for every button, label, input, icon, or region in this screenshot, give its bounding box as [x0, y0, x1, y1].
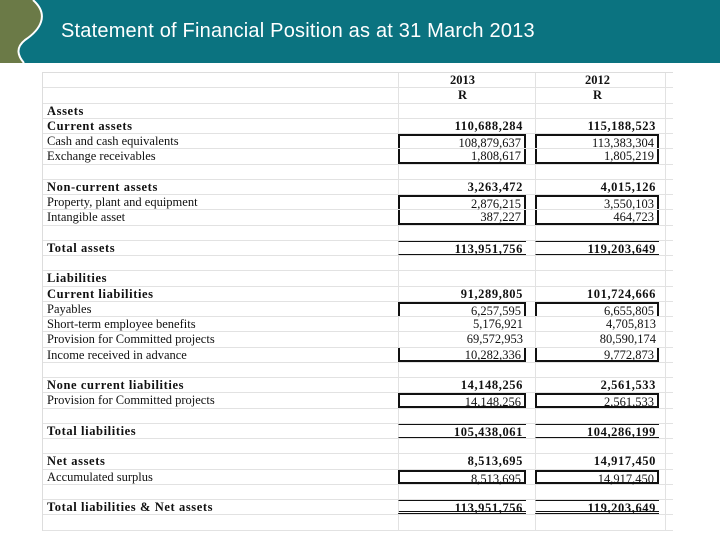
row-label	[47, 256, 372, 270]
table-row	[43, 73, 673, 88]
table-row	[43, 226, 673, 241]
row-label: Cash and cash equivalents	[47, 134, 179, 148]
value-2013: 14,148,256	[398, 393, 526, 407]
value-2012: 119,203,649	[535, 241, 659, 255]
value-2013: 5,176,921	[398, 317, 526, 331]
value-2012: 104,286,199	[535, 424, 659, 438]
row-label: Total assets	[47, 240, 116, 255]
value-2013: 387,227	[398, 210, 526, 224]
value-2012	[535, 409, 659, 423]
table-row	[43, 332, 673, 347]
row-label	[47, 73, 372, 87]
row-label: Current assets	[47, 118, 133, 133]
row-label: Net assets	[47, 454, 106, 469]
table-row	[43, 104, 673, 119]
value-2013: 2013	[398, 73, 526, 87]
value-2012: 14,917,450	[535, 470, 659, 484]
value-2013: 3,263,472	[398, 180, 526, 194]
value-2013	[398, 271, 526, 285]
value-2013	[398, 104, 526, 118]
row-label: Total liabilities	[47, 423, 137, 438]
table-row	[43, 393, 673, 408]
table-row	[43, 317, 673, 332]
value-2012: 2012	[535, 73, 659, 87]
row-label	[47, 88, 372, 102]
table-row	[43, 195, 673, 210]
slide-title: Statement of Financial Position as at 31 March 2013	[61, 20, 535, 42]
value-2013	[398, 515, 526, 529]
value-2013: 14,148,256	[398, 378, 526, 392]
table-row	[43, 439, 673, 454]
value-2013: 1,808,617	[398, 149, 526, 163]
value-2012	[535, 165, 659, 179]
table-row	[43, 424, 673, 439]
table-row	[43, 378, 673, 393]
table-row	[43, 210, 673, 225]
table-row	[43, 149, 673, 164]
row-label: Liabilities	[47, 271, 108, 286]
value-2012: 6,655,805	[535, 302, 659, 316]
value-2013: 8,513,695	[398, 454, 526, 468]
value-2012: 464,723	[535, 210, 659, 224]
value-2012: R	[535, 88, 659, 102]
value-2012	[535, 271, 659, 285]
value-2012: 1,805,219	[535, 149, 659, 163]
value-2013: 2,876,215	[398, 195, 526, 209]
decorative-wave-icon	[0, 0, 60, 63]
row-label	[47, 409, 372, 423]
value-2013	[398, 165, 526, 179]
value-2013: 113,951,756	[398, 241, 526, 255]
table-row	[43, 454, 673, 469]
table-row	[43, 134, 673, 149]
row-label	[47, 226, 372, 240]
value-2013: 6,257,595	[398, 302, 526, 316]
row-label	[47, 165, 372, 179]
value-2012	[535, 226, 659, 240]
row-label: Short-term employee benefits	[47, 317, 196, 331]
value-2013: 110,688,284	[398, 119, 526, 133]
value-2012: 101,724,666	[535, 287, 659, 301]
value-2012: 113,383,304	[535, 134, 659, 148]
table-row	[43, 363, 673, 378]
value-2012	[535, 363, 659, 377]
value-2012: 2,561,533	[535, 378, 659, 392]
row-label	[47, 439, 372, 453]
table-row	[43, 515, 673, 530]
table-row	[43, 271, 673, 286]
row-label: Income received in advance	[47, 347, 187, 362]
row-label: None current liabilities	[47, 378, 185, 392]
row-label: Payables	[47, 301, 92, 316]
row-label: Assets	[47, 103, 84, 118]
table-row	[43, 165, 673, 180]
value-2012	[535, 439, 659, 453]
row-label: Exchange receivables	[47, 149, 156, 164]
value-2013: 8,513,695	[398, 470, 526, 484]
value-2013: 113,951,756	[398, 500, 526, 514]
value-2013	[398, 363, 526, 377]
table-row	[43, 88, 673, 103]
row-label: Total liabilities & Net assets	[47, 500, 214, 514]
table-row	[43, 500, 673, 515]
row-label: Provision for Committed projects	[47, 332, 215, 347]
value-2012: 119,203,649	[535, 500, 659, 514]
table-row	[43, 241, 673, 256]
value-2012	[535, 104, 659, 118]
table-row	[43, 409, 673, 424]
row-label: Intangible asset	[47, 210, 126, 225]
row-label: Non-current assets	[47, 179, 158, 194]
value-2012: 9,772,873	[535, 348, 659, 362]
table-row	[43, 470, 673, 485]
value-2012	[535, 256, 659, 270]
table-row	[43, 348, 673, 363]
value-2013: 105,438,061	[398, 424, 526, 438]
value-2013	[398, 226, 526, 240]
value-2013: R	[398, 88, 526, 102]
table-row	[43, 180, 673, 195]
value-2013	[398, 485, 526, 499]
row-label	[47, 363, 372, 377]
value-2013	[398, 409, 526, 423]
value-2012: 4,705,813	[535, 317, 659, 331]
slide-header	[0, 0, 720, 63]
value-2013: 69,572,953	[398, 332, 526, 346]
row-label	[47, 485, 372, 499]
financial-position-table	[42, 72, 673, 531]
row-label: Property, plant and equipment	[47, 195, 198, 209]
row-label	[47, 515, 372, 529]
value-2012	[535, 515, 659, 529]
value-2012: 115,188,523	[535, 119, 659, 133]
table-row	[43, 485, 673, 500]
value-2013: 10,282,336	[398, 348, 526, 362]
value-2012: 80,590,174	[535, 332, 659, 346]
value-2012: 2,561,533	[535, 393, 659, 407]
value-2013	[398, 439, 526, 453]
row-label: Current liabilities	[47, 286, 154, 301]
table-row	[43, 119, 673, 134]
table-row	[43, 302, 673, 317]
value-2012: 14,917,450	[535, 454, 659, 468]
value-2012: 3,550,103	[535, 195, 659, 209]
table-row	[43, 287, 673, 302]
row-label: Accumulated surplus	[47, 469, 153, 484]
value-2012	[535, 485, 659, 499]
value-2013	[398, 256, 526, 270]
value-2013: 108,879,637	[398, 134, 526, 148]
value-2012: 4,015,126	[535, 180, 659, 194]
value-2013: 91,289,805	[398, 287, 526, 301]
table-row	[43, 256, 673, 271]
row-label: Provision for Committed projects	[47, 393, 215, 408]
